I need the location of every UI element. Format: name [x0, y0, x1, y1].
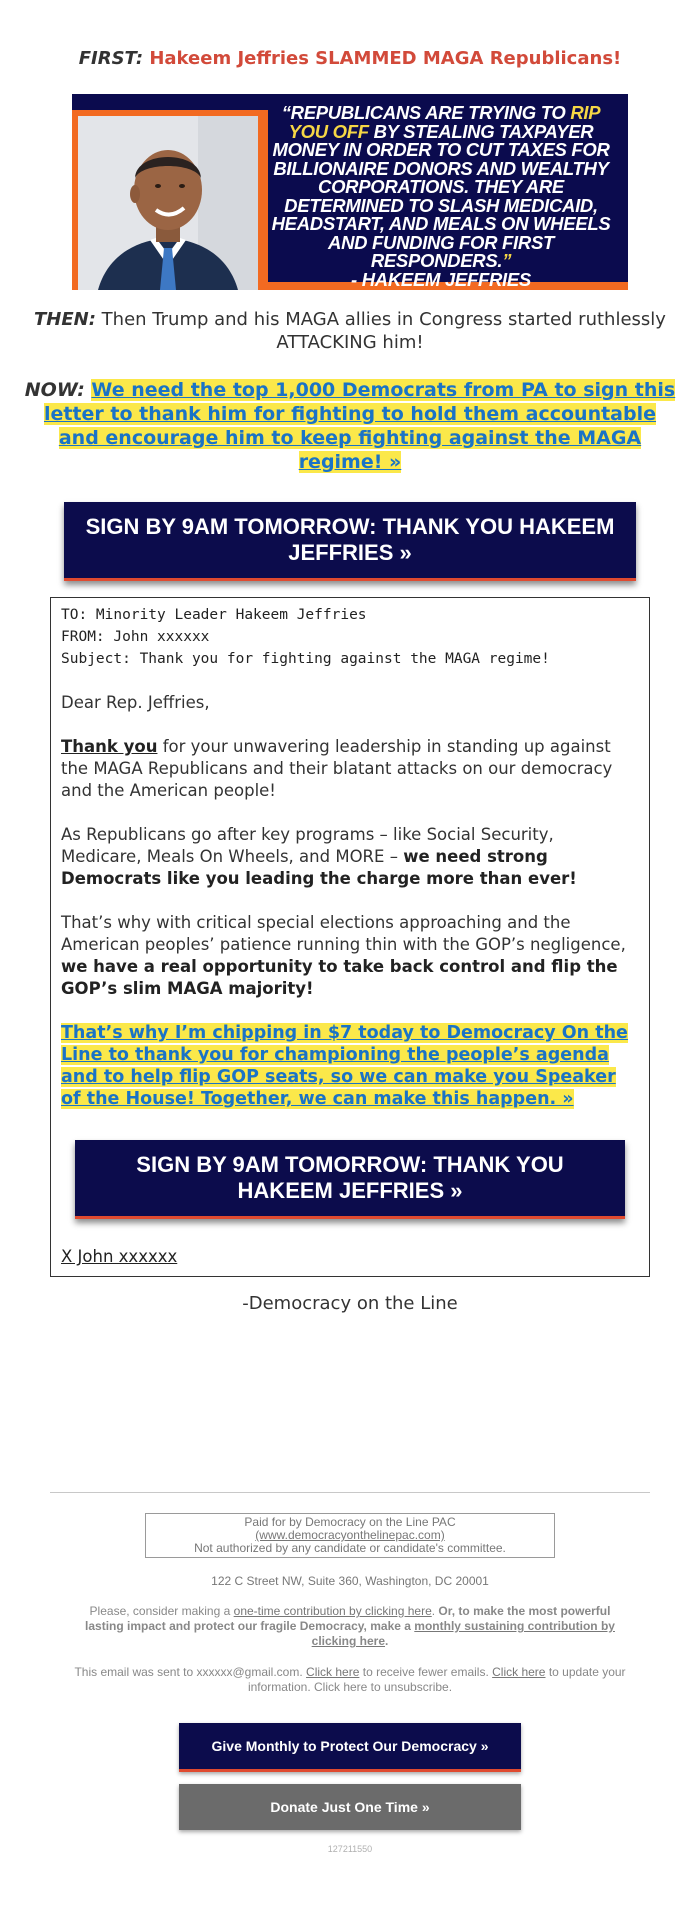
mailing-address: 122 C Street NW, Suite 360, Washington, DC 20001: [211, 1574, 489, 1588]
then-lead: THEN:: [34, 309, 96, 330]
letter-p2-text: As Republicans go after key programs – like Social Security, Medicare, Meals On Wheels, and MORE –: [61, 825, 554, 866]
sign-letter-button-inner[interactable]: SIGN BY 9AM TOMORROW: THANK YOU HAKEEM JEFFRIES »: [75, 1140, 625, 1219]
quote-part2: BY STEALING TAXPAYER MONEY IN ORDER TO CUT TAXES FOR BILLIONAIRE DONORS AND WEALTHY CORPORATIONS. THEY ARE DETERMINED TO SLASH MEDICAID, HEADSTART, AND MEALS ON WHEELS AND FUNDING FOR FIRST RESPONDERS.: [271, 120, 611, 271]
paid-for-disclaimer: [145, 1513, 555, 1558]
then-paragraph: [30, 308, 670, 354]
hakeem-jeffries-photo: [78, 116, 258, 290]
now-lead: NOW:: [24, 379, 85, 401]
update-text: to update your information. Click here to unsubscribe.: [247, 1665, 626, 1694]
letter-from: FROM: John xxxxxx: [61, 629, 210, 645]
email-prefix: This email was sent to xxxxxx@gmail.com.: [74, 1665, 303, 1679]
portrait-illustration: [78, 116, 258, 290]
not-authorized-text: Not authorized by any candidate or candidate's committee.: [194, 1541, 506, 1555]
letter-signature: X John xxxxxx: [61, 1247, 178, 1266]
then-text: Then Trump and his MAGA allies in Congress started ruthlessly ATTACKING him!: [101, 309, 666, 353]
monthly-link-text[interactable]: monthly sustaining contribution by clicking here: [311, 1619, 615, 1648]
fewer-text: to receive fewer emails.: [362, 1665, 489, 1679]
letter-subject: Subject: Thank you for fighting against the MAGA regime!: [61, 651, 550, 667]
paid-for-text: Paid for by Democracy on the Line PAC: [244, 1515, 456, 1529]
headline: [0, 0, 700, 70]
letter-p3-text: That’s why with critical special elections approaching and the American peoples’ patience running thin with the GOP’s negligence,: [61, 913, 626, 954]
letter-paragraph-4: [61, 1022, 639, 1110]
now-paragraph: [22, 378, 678, 474]
letter-p2-bold: we need strong Democrats like you leading the charge more than ever!: [61, 847, 577, 888]
now-sign-link[interactable]: We need the top 1,000 Democrats from PA to sign this letter to thank him for fighting to hold them accountable and encourage him to keep fighting against the MAGA regime! »: [43, 379, 676, 473]
quote-highlight: RIP YOU OFF: [288, 102, 601, 142]
pac-website-link[interactable]: (www.democracyonthelinepac.com): [255, 1528, 445, 1542]
consider-bold: Or, to make the most powerful lasting impact and protect our fragile Democracy, make a: [85, 1604, 611, 1633]
quote-attribution: - HAKEEM JEFFRIES: [351, 268, 531, 290]
quote-close: ”: [502, 250, 512, 271]
hero-banner[interactable]: [72, 94, 628, 290]
update-info-link[interactable]: Click here: [492, 1665, 546, 1679]
letter-paragraph-1: [61, 736, 639, 802]
letter-to: TO: Minority Leader Hakeem Jeffries: [61, 607, 367, 623]
quote-part1: “REPUBLICANS ARE TRYING TO: [281, 102, 566, 123]
sign-letter-button-top[interactable]: SIGN BY 9AM TOMORROW: THANK YOU HAKEEM JEFFRIES »: [64, 502, 636, 581]
hero-quote: [262, 104, 620, 289]
letter-box: [50, 597, 650, 1277]
letter-p1-text: for your unwavering leadership in standing up against the MAGA Republicans and their blatant attacks on our democracy and the American people!: [61, 737, 613, 800]
footer-divider: [50, 1492, 650, 1493]
letter-paragraph-3: [61, 912, 639, 1000]
headline-lead: FIRST:: [78, 48, 144, 69]
letter-p3-bold: we have a real opportunity to take back control and flip the GOP’s slim MAGA majority!: [61, 957, 618, 998]
letter-paragraph-2: [61, 824, 639, 890]
letter-thank-you: Thank you: [61, 737, 158, 756]
chip-in-link[interactable]: That’s why I’m chipping in $7 today to Democracy On the Line to thank you for championing the people’s agenda and to help flip GOP seats, so we can make you Speaker of the House! Together, we can make this happen. »: [61, 1023, 628, 1109]
donate-once-button[interactable]: Donate Just One Time »: [179, 1784, 521, 1830]
tracking-code: 127211550: [327, 1844, 373, 1854]
fewer-emails-link[interactable]: Click here: [306, 1665, 360, 1679]
headline-text: Hakeem Jeffries SLAMMED MAGA Republicans!: [149, 48, 622, 69]
contribution-note: Please, consider making a one-time contribution by clicking here. Or, to make the most powerful lasting impact and protect our fragile Democracy, make a monthly sustaining contribution by clicking here.: [85, 1604, 615, 1648]
consider-prefix: Please, consider making a: [89, 1604, 231, 1618]
give-monthly-button[interactable]: Give Monthly to Protect Our Democracy »: [179, 1723, 521, 1772]
email-preferences-note: [70, 1665, 630, 1695]
one-time-contribution-link[interactable]: one-time contribution by clicking here: [233, 1604, 432, 1618]
sign-off: -Democracy on the Line: [242, 1293, 458, 1314]
letter-salutation: Dear Rep. Jeffries,: [61, 693, 210, 712]
